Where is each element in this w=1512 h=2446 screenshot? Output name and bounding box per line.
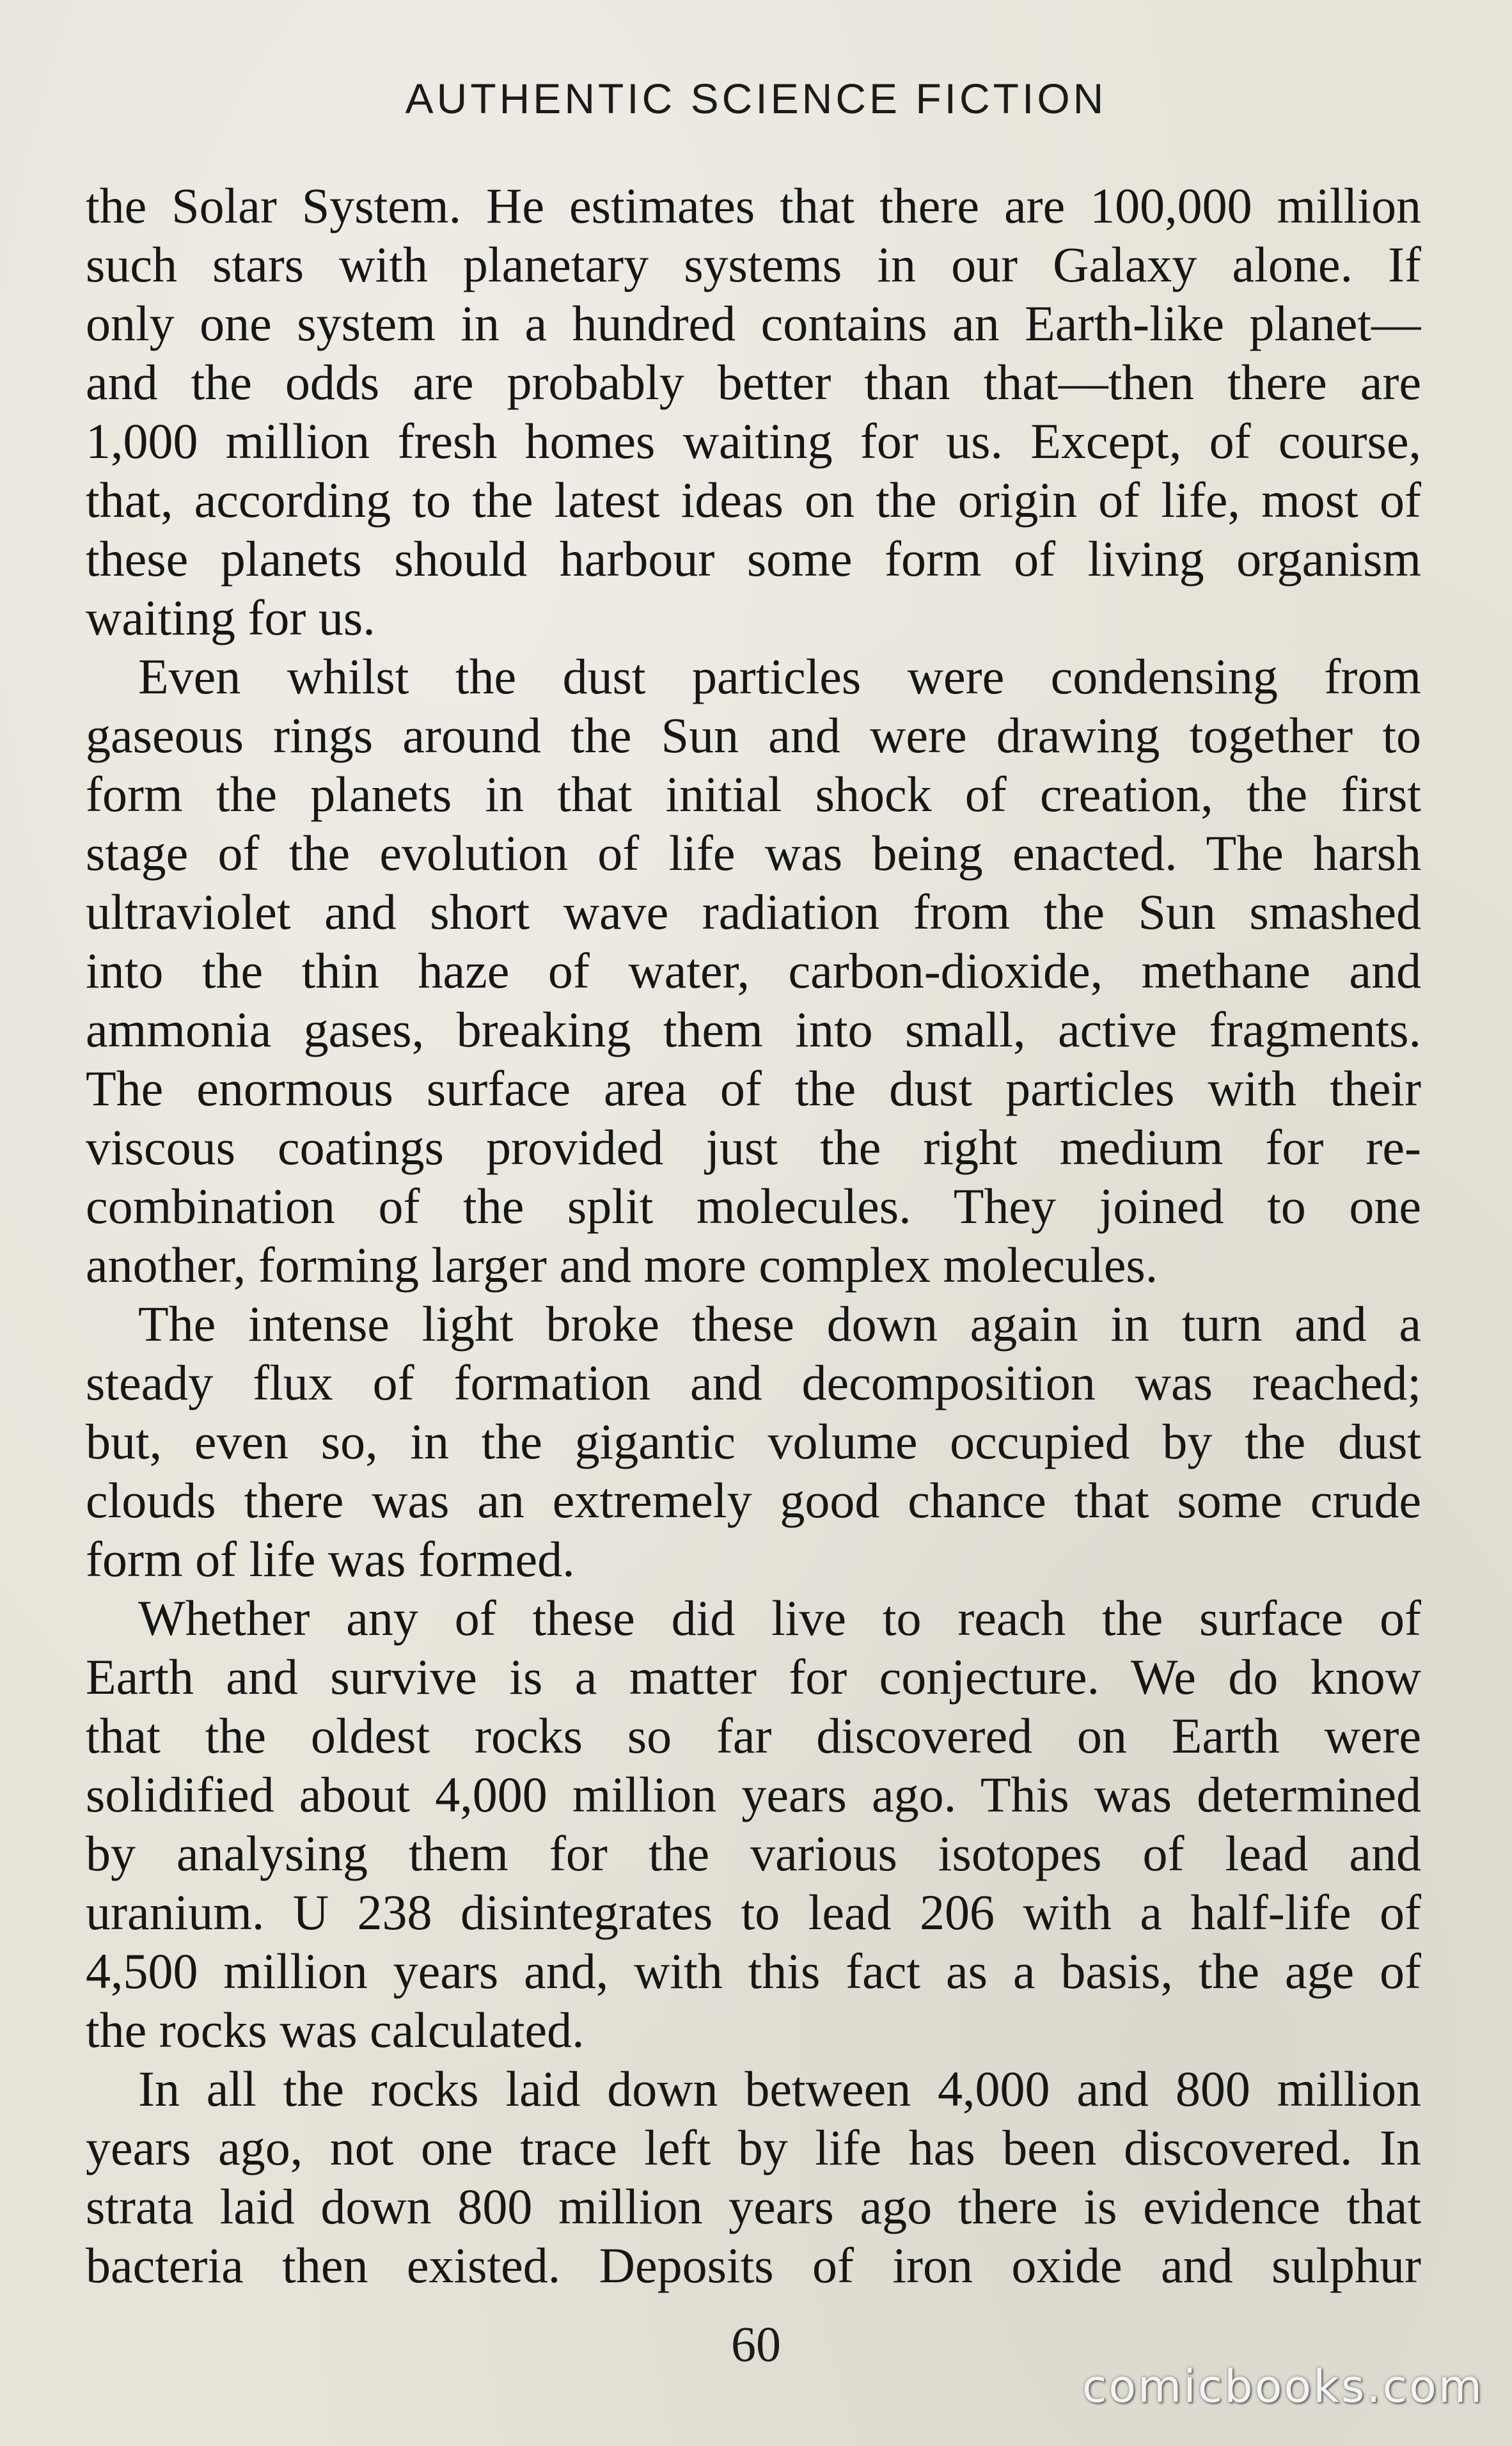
text-line: 4,500 million years and, with this fact as a basis, the age of [86, 1943, 1421, 1999]
text-line: The enormous surface area of the dust particles with their [86, 1061, 1421, 1116]
text-line: the Solar System. He estimates that there are 100,000 million [86, 178, 1421, 233]
text-line: Even whilst the dust particles were condensing from [138, 649, 1421, 704]
text-line: strata laid down 800 million years ago there is evidence that [86, 2179, 1421, 2234]
paragraph [86, 647, 1421, 1295]
text-line: In all the rocks laid down between 4,000 and 800 million [138, 2061, 1421, 2117]
text-line: such stars with planetary systems in our Galaxy alone. If [86, 237, 1421, 292]
text-line: Earth and survive is a matter for conjecture. We do know [86, 1649, 1421, 1705]
text-line: solidified about 4,000 million years ago. This was determined [86, 1767, 1421, 1822]
text-line: another, forming larger and more complex molecules. [86, 1237, 1158, 1293]
watermark-text: comicbooks.com [1082, 2360, 1484, 2413]
text-line: viscous coatings provided just the right medium for re- [86, 1119, 1421, 1175]
page-number: 60 [731, 2316, 781, 2372]
text-line: the rocks was calculated. [86, 2002, 585, 2058]
text-line: that the oldest rocks so far discovered on Earth were [86, 1708, 1421, 1763]
body-text [86, 177, 1421, 2295]
text-line: bacteria then existed. Deposits of iron oxide and sulphur [86, 2237, 1421, 2293]
text-line: into the thin haze of water, carbon-dioxide, methane and [86, 943, 1421, 998]
text-line: Whether any of these did live to reach the surface of [138, 1590, 1421, 1646]
text-line: ultraviolet and short wave radiation from the Sun smashed [86, 884, 1421, 940]
text-line: form of life was formed. [86, 1531, 575, 1587]
text-line: uranium. U 238 disintegrates to lead 206 with a half-life of [86, 1884, 1421, 1940]
text-line: stage of the evolution of life was being enacted. The harsh [86, 825, 1421, 881]
text-line: by analysing them for the various isotopes of lead and [86, 1826, 1421, 1881]
paragraph [86, 1295, 1421, 1589]
text-line: years ago, not one trace left by life has been discovered. In [86, 2120, 1421, 2175]
text-line: only one system in a hundred contains an Earth-like planet— [86, 296, 1421, 351]
text-line: gaseous rings around the Sun and were drawing together to [86, 707, 1421, 763]
text-line: 1,000 million fresh homes waiting for us. Except, of course, [86, 413, 1421, 469]
text-line: combination of the split molecules. They joined to one [86, 1178, 1421, 1234]
text-line: form the planets in that initial shock of creation, the first [86, 766, 1421, 822]
text-line: steady flux of formation and decomposition was reached; [86, 1355, 1421, 1410]
text-line: ammonia gases, breaking them into small, active fragments. [86, 1002, 1421, 1057]
text-line: The intense light broke these down again in turn and a [138, 1296, 1421, 1352]
text-line: that, according to the latest ideas on the origin of life, most of [86, 472, 1421, 528]
text-line: waiting for us. [86, 590, 375, 645]
text-line: clouds there was an extremely good chance that some crude [86, 1472, 1421, 1528]
paragraph [86, 2060, 1421, 2295]
text-line: these planets should harbour some form of living organism [86, 531, 1421, 587]
text-line: and the odds are probably better than that—then there are [86, 354, 1421, 410]
running-title: AUTHENTIC SCIENCE FICTION [405, 75, 1107, 122]
paragraph [86, 1589, 1421, 2060]
paragraph [86, 177, 1421, 647]
text-line: but, even so, in the gigantic volume occupied by the dust [86, 1414, 1421, 1469]
